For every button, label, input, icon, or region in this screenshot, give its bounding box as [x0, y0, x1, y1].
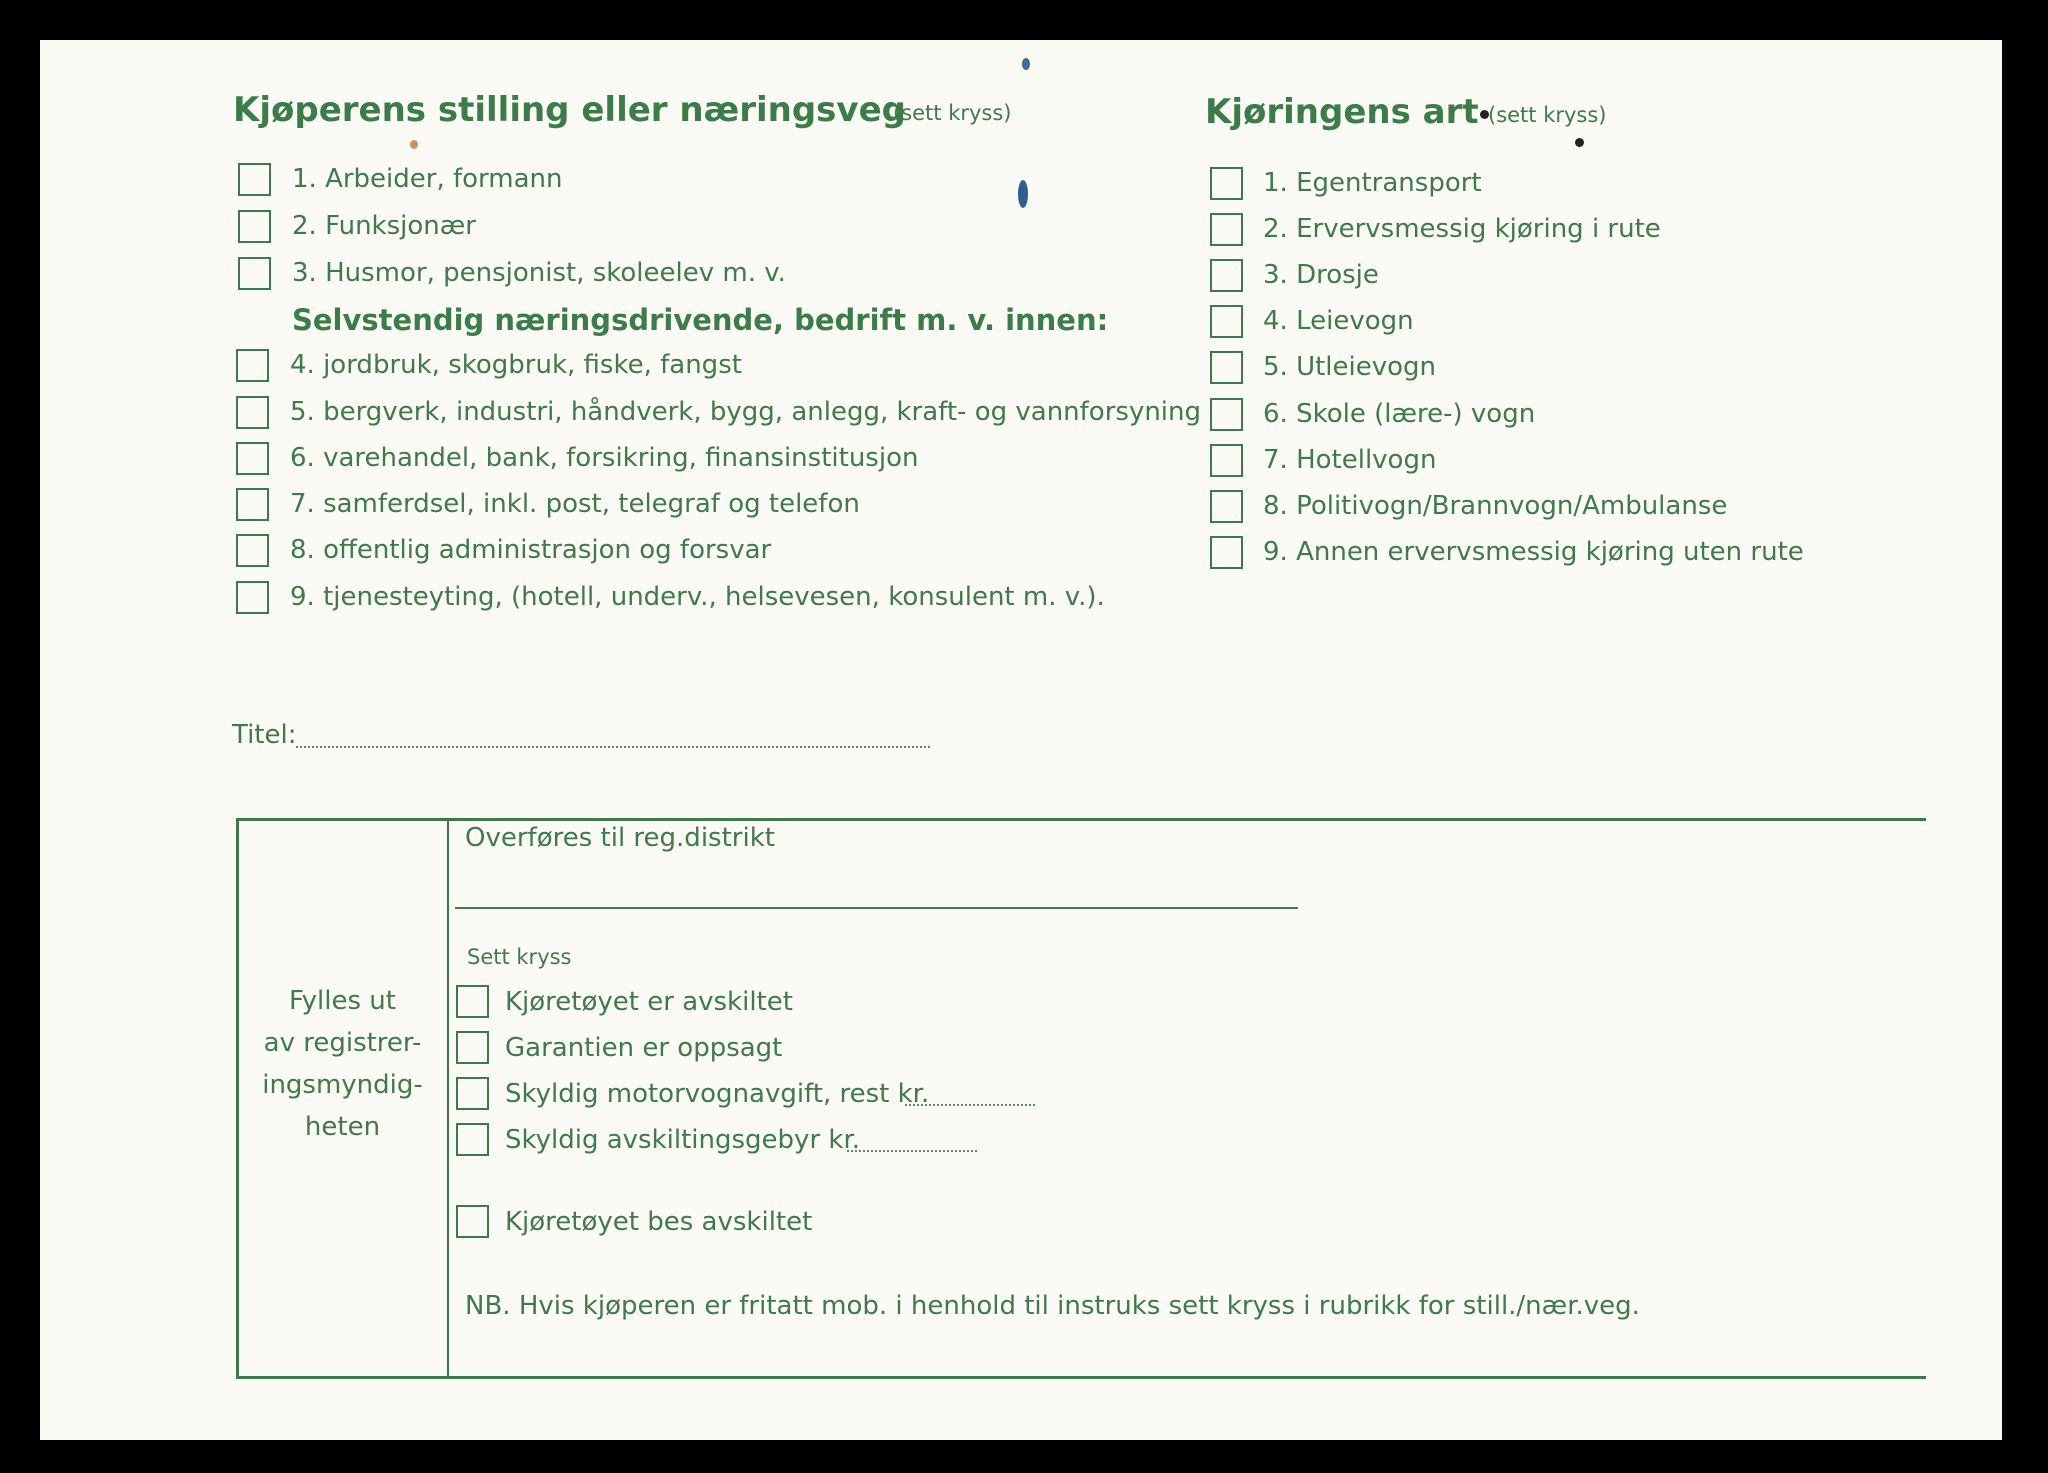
checkbox-driving-8[interactable] — [1210, 490, 1243, 523]
ink-speck — [1575, 138, 1584, 147]
checkbox-occupation-6[interactable] — [236, 442, 269, 475]
checkbox-driving-9[interactable] — [1210, 536, 1243, 569]
registry-bottom-rule — [236, 1376, 1926, 1379]
checkbox-driving-1[interactable] — [1210, 167, 1243, 200]
side-label-line: heten — [304, 1112, 381, 1142]
checkbox-occupation-7[interactable] — [236, 488, 269, 521]
checkbox-driving-7[interactable] — [1210, 444, 1243, 477]
side-label-line: av registrer- — [263, 1028, 422, 1058]
left-section-title: Kjøperens stilling eller næringsveg — [233, 90, 906, 130]
occupation-item-3: 3. Husmor, pensjonist, skoleelev m. v. — [292, 258, 786, 288]
ink-speck — [1018, 180, 1028, 208]
occupation-item-9: 9. tjenesteyting, (hotell, underv., helsevesen, konsulent m. v.). — [290, 582, 1105, 612]
occupation-item-8: 8. offentlig administrasjon og forsvar — [290, 535, 772, 565]
checkbox-occupation-1[interactable] — [238, 163, 271, 196]
checkbox-occupation-3[interactable] — [238, 257, 271, 290]
checkbox-occupation-5[interactable] — [236, 396, 269, 429]
checkbox-driving-2[interactable] — [1210, 213, 1243, 246]
occupation-item-5: 5. bergverk, industri, håndverk, bygg, anlegg, kraft- og vannforsyning — [290, 397, 1202, 427]
checkbox-occupation-2[interactable] — [238, 210, 271, 243]
checkbox-occupation-8[interactable] — [236, 534, 269, 567]
driving-item-6: 6. Skole (lære-) vogn — [1263, 399, 1536, 429]
checkbox-fee-owed[interactable] — [456, 1123, 489, 1156]
titel-field[interactable] — [296, 726, 930, 748]
checkbox-driving-3[interactable] — [1210, 259, 1243, 292]
checkbox-driving-4[interactable] — [1210, 305, 1243, 338]
ink-speck — [410, 140, 418, 149]
checkbox-driving-6[interactable] — [1210, 398, 1243, 431]
registry-side-label — [250, 980, 435, 1148]
checkbox-guarantee-cancelled[interactable] — [456, 1031, 489, 1064]
registry-divider — [447, 818, 449, 1379]
driving-item-3: 3. Drosje — [1263, 260, 1379, 290]
check-vehicle-tax-label: Skyldig motorvognavgift, rest kr. — [505, 1079, 930, 1109]
side-label-line: ingsmyndig- — [262, 1070, 423, 1100]
driving-item-8: 8. Politivogn/Brannvogn/Ambulanse — [1263, 491, 1728, 521]
titel-label: Titel: — [232, 720, 297, 750]
check-deregistered-label: Kjøretøyet er avskiltet — [505, 987, 793, 1017]
driving-item-4: 4. Leievogn — [1263, 306, 1414, 336]
checkbox-occupation-9[interactable] — [236, 581, 269, 614]
driving-item-1: 1. Egentransport — [1263, 168, 1482, 198]
checkbox-vehicle-tax-owed[interactable] — [456, 1077, 489, 1110]
ink-speck — [1022, 58, 1030, 70]
driving-item-2: 2. Ervervsmessig kjøring i rute — [1263, 214, 1661, 244]
occupation-item-1: 1. Arbeider, formann — [292, 164, 563, 194]
transfer-district-field[interactable] — [455, 907, 1298, 909]
occupation-item-2: 2. Funksjonær — [292, 211, 476, 241]
occupation-item-6: 6. varehandel, bank, forsikring, finansinstitusjon — [290, 443, 919, 473]
check-fee-label: Skyldig avskiltingsgebyr kr. — [505, 1125, 861, 1155]
left-section-note: (sett kryss) — [893, 101, 1012, 125]
driving-item-9: 9. Annen ervervsmessig kjøring uten rute — [1263, 537, 1804, 567]
right-section-note: (sett kryss) — [1488, 103, 1607, 127]
driving-item-5: 5. Utleievogn — [1263, 352, 1437, 382]
vehicle-tax-amount-field[interactable] — [905, 1084, 1035, 1106]
occupation-item-7: 7. samferdsel, inkl. post, telegraf og telefon — [290, 489, 860, 519]
registry-top-rule — [236, 818, 1926, 821]
occupation-item-4: 4. jordbruk, skogbruk, fiske, fangst — [290, 350, 742, 380]
self-employed-subheading: Selvstendig næringsdrivende, bedrift m. v. innen: — [292, 303, 1109, 337]
checkbox-driving-5[interactable] — [1210, 351, 1243, 384]
checkbox-deregistered[interactable] — [456, 985, 489, 1018]
registry-left-rule — [236, 818, 239, 1379]
check-request-label: Kjøretøyet bes avskiltet — [505, 1207, 813, 1237]
checkbox-request-deregistration[interactable] — [456, 1205, 489, 1238]
fee-amount-field[interactable] — [847, 1130, 977, 1152]
nb-note: NB. Hvis kjøperen er fritatt mob. i henhold til instruks sett kryss i rubrikk for still./nær.veg. — [465, 1291, 1640, 1321]
check-label: Sett kryss — [467, 945, 572, 969]
check-guarantee-label: Garantien er oppsagt — [505, 1033, 783, 1063]
side-label-line: Fylles ut — [289, 986, 396, 1016]
checkbox-occupation-4[interactable] — [236, 349, 269, 382]
transfer-label: Overføres til reg.distrikt — [465, 823, 775, 853]
right-section-title: Kjøringens art — [1205, 92, 1479, 132]
driving-item-7: 7. Hotellvogn — [1263, 445, 1437, 475]
